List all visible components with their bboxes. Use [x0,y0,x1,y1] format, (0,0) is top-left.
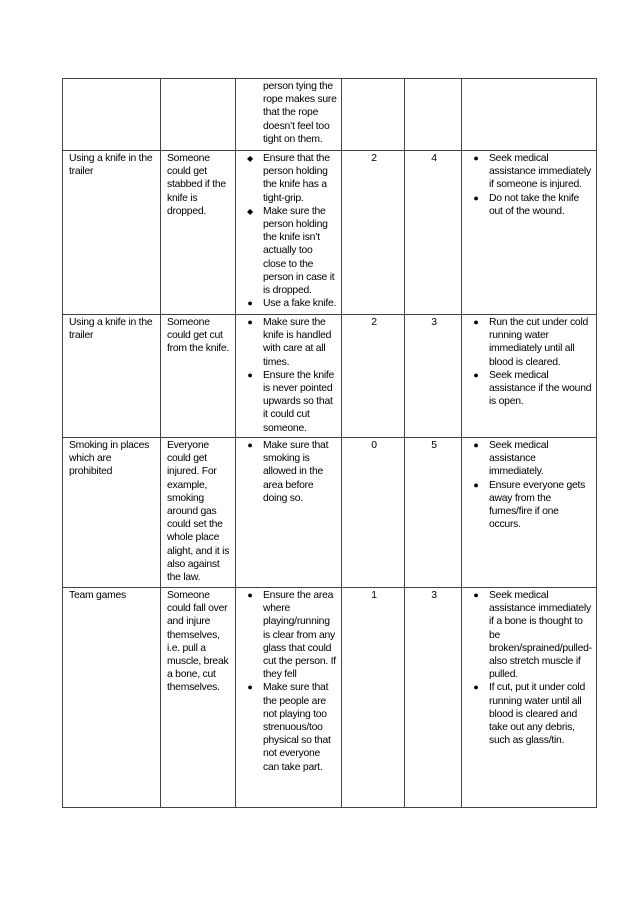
likelihood-cell [342,79,405,151]
action-item [468,152,592,192]
dot-bullet-icon: ● [473,590,479,600]
item-text: Run the cut under cold running water immediately until all blood is cleared. [489,317,589,368]
controls-list [242,316,337,435]
control-measure-item [242,589,337,681]
activity-cell: Using a knife in the trailer [63,151,161,315]
dot-bullet-icon: ● [247,298,253,309]
dot-bullet-icon: ● [247,590,253,600]
item-text: Seek medical assistance immediately if a bone is thought to be broken/sprained/pulled- also stretch muscle if pulled. [489,590,592,681]
actions-cell [462,588,597,808]
control-measure-item [242,297,337,310]
action-item [468,192,592,218]
action-item [468,681,592,747]
hazard-cell: Everyone could get injured. For example, smoking around gas could set the whole place alight, and it is also against the law. [161,438,236,588]
actions-list [468,316,592,408]
controls-cell [236,588,342,808]
item-text: Ensure the knife is never pointed upwards so that it could cut someone. [263,369,335,434]
item-text: Seek medical assistance immediately if someone is injured. [489,153,591,191]
item-text: Ensure everyone gets away from the fumes/fire if one occurs. [489,479,586,531]
control-measure-item [242,369,337,435]
table-row [63,588,597,808]
dot-bullet-icon: ● [473,440,479,450]
dot-bullet-icon: ● [473,192,479,203]
actions-cell [462,79,597,151]
item-text: Ensure that the person holding the knife has a tight-grip. [263,153,330,204]
action-item [468,479,592,532]
hazard-cell: Someone could get stabbed if the knife is dropped. [161,151,236,315]
action-item [468,439,592,479]
actions-list [468,439,592,531]
dot-bullet-icon: ● [247,317,253,327]
dot-bullet-icon: ● [247,682,253,693]
actions-list [468,589,592,747]
item-text: Ensure the area where playing/running is clear from any glass that could cut the person. If they fell [263,590,336,681]
controls-list [242,152,337,310]
control-measure-item [242,152,337,205]
likelihood-cell: 1 [342,588,405,808]
activity-cell: Team games [63,588,161,808]
item-text: Use a fake knife. [263,298,337,310]
action-item [468,369,592,409]
likelihood-cell: 0 [342,438,405,588]
dot-bullet-icon: ● [473,317,479,327]
table-row [63,79,597,151]
severity-cell: 3 [405,588,462,808]
control-measure-item [242,681,337,773]
likelihood-cell: 2 [342,151,405,315]
diamond-bullet-icon: ◆ [247,154,253,163]
item-text: Seek medical assistance if the wound is open. [489,369,592,408]
controls-cell [236,438,342,588]
hazard-cell: Someone could fall over and injure themselves, i.e. pull a muscle, break a bone, cut themselves. [161,588,236,808]
controls-cell [236,151,342,315]
item-text: Seek medical assistance immediately. [489,440,549,478]
actions-cell [462,438,597,588]
actions-list [468,152,592,218]
control-measure-item [242,439,337,505]
severity-cell [405,79,462,151]
risk-assessment-table [62,78,597,808]
dot-bullet-icon: ● [473,479,479,490]
dot-bullet-icon: ● [473,369,479,380]
diamond-bullet-icon: ◆ [247,206,253,216]
table-row [63,151,597,315]
hazard-cell: Someone could get cut from the knife. [161,315,236,438]
control-measure-item [242,316,337,369]
controls-list [242,80,337,146]
table-row [63,315,597,438]
item-text: If cut, put it under cold running water until all blood is cleared and take out any debris, such as glass/tin. [489,682,585,747]
item-text: Make sure the knife is handled with care at all times. [263,317,332,368]
action-item [468,589,592,681]
item-text: Make sure that the people are not playing too strenuous/too physical so that not everyone can take part. [263,682,331,773]
controls-list [242,439,337,505]
item-text: Make sure that smoking is allowed in the area before doing so. [263,440,329,504]
table-row [63,438,597,588]
severity-cell: 5 [405,438,462,588]
control-measure-item [242,80,337,146]
actions-cell [462,315,597,438]
dot-bullet-icon: ● [473,682,479,693]
control-measure-item [242,205,337,297]
actions-cell [462,151,597,315]
controls-list [242,589,337,774]
item-text: Make sure the person holding the knife isn’t actually too close to the person in case it is dropped. [263,205,335,297]
dot-bullet-icon: ● [247,369,253,380]
item-text: Do not take the knife out of the wound. [489,192,580,217]
activity-cell: Using a knife in the trailer [63,315,161,438]
dot-bullet-icon: ● [473,153,479,163]
activity-cell: Smoking in places which are prohibited [63,438,161,588]
controls-cell [236,315,342,438]
action-item [468,316,592,369]
severity-cell: 3 [405,315,462,438]
likelihood-cell: 2 [342,315,405,438]
risk-table-body [63,79,597,808]
severity-cell: 4 [405,151,462,315]
item-text: person tying the rope makes sure that the rope doesn’t feel too tight on them. [263,81,337,145]
dot-bullet-icon: ● [247,440,253,450]
hazard-cell [161,79,236,151]
controls-cell [236,79,342,151]
activity-cell [63,79,161,151]
